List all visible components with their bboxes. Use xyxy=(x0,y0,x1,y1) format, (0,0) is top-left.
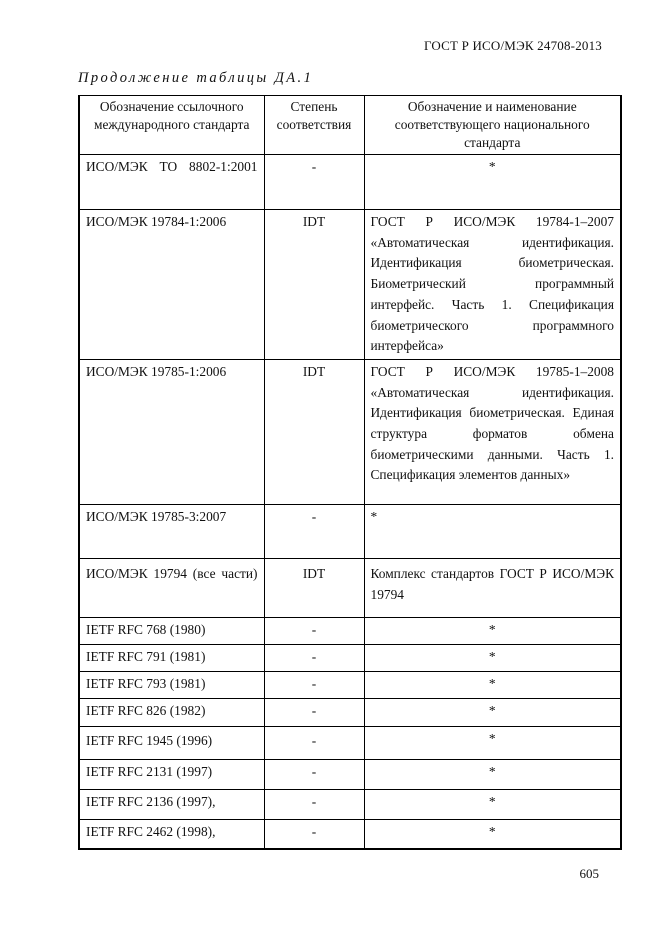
cell-degree: - xyxy=(264,698,364,726)
table-caption: Продолжение таблицы ДА.1 xyxy=(78,70,314,86)
cell-national: * xyxy=(364,819,621,849)
cell-degree: IDT xyxy=(264,359,364,504)
table-row xyxy=(79,698,621,726)
column-header-international: Обозначение ссылочного международного стандарта xyxy=(79,96,264,155)
cell-international: IETF RFC 793 (1981) xyxy=(79,671,264,698)
cell-degree: IDT xyxy=(264,558,364,617)
cell-national: Комплекс стандартов ГОСТ Р ИСО/МЭК 19794 xyxy=(364,558,621,617)
cell-international: IETF RFC 2131 (1997) xyxy=(79,759,264,789)
cell-international: IETF RFC 826 (1982) xyxy=(79,698,264,726)
cell-national: * xyxy=(364,617,621,644)
cell-degree: IDT xyxy=(264,210,364,360)
cell-international: IETF RFC 768 (1980) xyxy=(79,617,264,644)
cell-international: IETF RFC 791 (1981) xyxy=(79,644,264,671)
cell-national: ГОСТ Р ИСО/МЭК 19785-1–2008 «Автоматическая идентификация. Идентификация биометрическая. Единая структура форматов обмена биометрическими данными. Часть 1. Спецификация элементов данных» xyxy=(364,359,621,504)
cell-degree: - xyxy=(264,819,364,849)
cell-national: * xyxy=(364,504,621,558)
cell-national: * xyxy=(364,698,621,726)
table-row xyxy=(79,819,621,849)
cell-national: * xyxy=(364,671,621,698)
cell-degree: - xyxy=(264,504,364,558)
cell-international: IETF RFC 2136 (1997), xyxy=(79,789,264,819)
cell-degree: - xyxy=(264,726,364,759)
cell-degree: - xyxy=(264,759,364,789)
table-row xyxy=(79,359,621,504)
cell-international: ИСО/МЭК 19794 (все части) xyxy=(79,558,264,617)
cell-degree: - xyxy=(264,155,364,210)
table-row xyxy=(79,617,621,644)
cell-international: ИСО/МЭК 19785-1:2006 xyxy=(79,359,264,504)
table-row xyxy=(79,558,621,617)
table-row xyxy=(79,789,621,819)
document-code: ГОСТ Р ИСО/МЭК 24708-2013 xyxy=(423,38,602,53)
cell-degree: - xyxy=(264,789,364,819)
cell-international: IETF RFC 1945 (1996) xyxy=(79,726,264,759)
cell-international: IETF RFC 2462 (1998), xyxy=(79,819,264,849)
cell-degree: - xyxy=(264,644,364,671)
column-header-national: Обозначение и наименование соответствующего национального стандарта xyxy=(364,96,621,155)
cell-degree: - xyxy=(264,617,364,644)
table-row xyxy=(79,726,621,759)
table-row xyxy=(79,155,621,210)
cell-international: ИСО/МЭК ТО 8802-1:2001 xyxy=(79,155,264,210)
table-row xyxy=(79,504,621,558)
cell-national: * xyxy=(364,726,621,759)
cell-international: ИСО/МЭК 19784-1:2006 xyxy=(79,210,264,360)
cell-national: * xyxy=(364,155,621,210)
cell-national: * xyxy=(364,759,621,789)
table-row xyxy=(79,759,621,789)
cell-degree: - xyxy=(264,671,364,698)
table-header-row xyxy=(79,96,621,155)
column-header-degree: Степень соответствия xyxy=(264,96,364,155)
cell-national: ГОСТ Р ИСО/МЭК 19784-1–2007 «Автоматическая идентификация. Идентификация биометрическая. Биометрический программный интерфейс. Часть 1. Спецификация биометрического программного интерфейса» xyxy=(364,210,621,360)
table-row xyxy=(79,210,621,360)
table-row xyxy=(79,671,621,698)
cell-national: * xyxy=(364,644,621,671)
cell-international: ИСО/МЭК 19785-3:2007 xyxy=(79,504,264,558)
page-number: 605 xyxy=(579,866,599,881)
reference-table xyxy=(78,95,622,850)
cell-national: * xyxy=(364,789,621,819)
table-row xyxy=(79,644,621,671)
